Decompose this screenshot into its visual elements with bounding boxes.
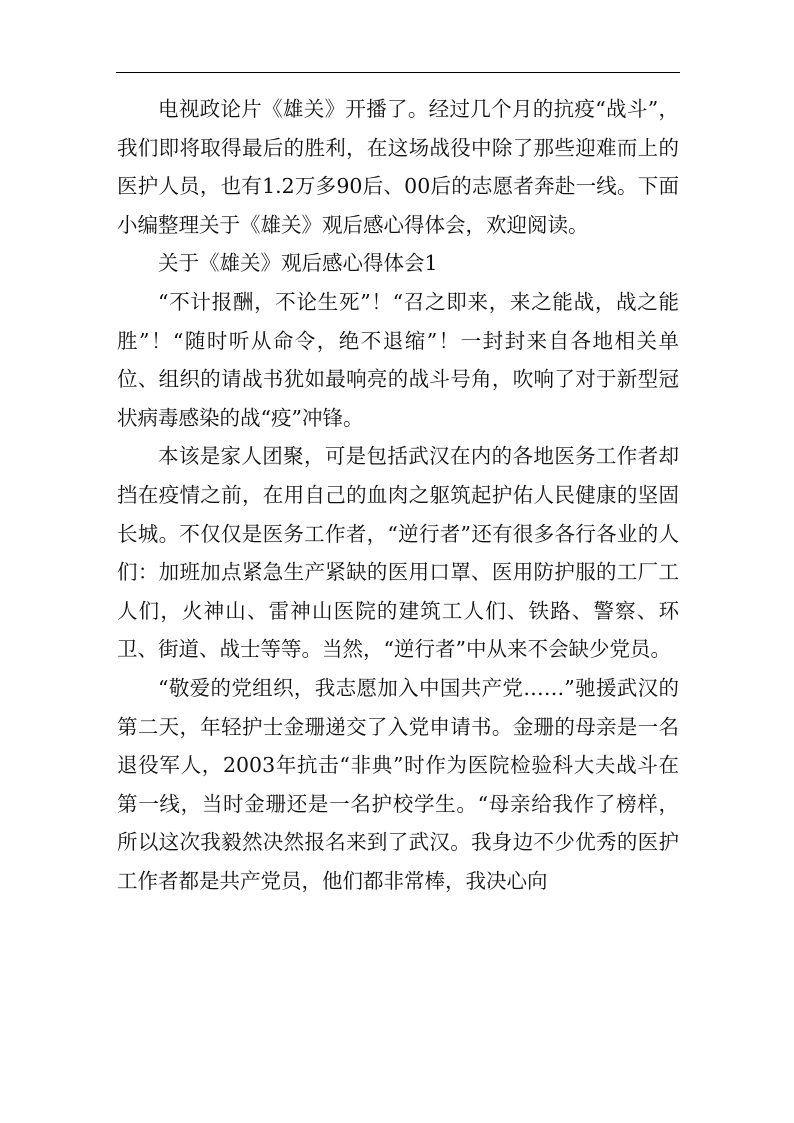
document-body bbox=[117, 90, 679, 900]
section-heading: 关于《雄关》观后感心得体会1 bbox=[158, 251, 438, 276]
body-paragraph-1: “不计报酬，不论生死”！“召之即来，来之能战，战之能胜”！“随时听从命令，绝不退缩”！一封封来自各地相关单位、组织的请战书犹如最响亮的战斗号角，吹响了对于新型冠状病毒感染的战“疫”冲锋。 bbox=[117, 289, 679, 430]
body-paragraph-3: “敬爱的党组织，我志愿加入中国共产党……”驰援武汉的第二天，年轻护士金珊递交了入党申请书。金珊的母亲是一名退役军人，2003年抗击“非典”时作为医院检验科大夫战斗在第一线，当时金珊还是一名护校学生。“母亲给我作了榜样，所以这次我毅然决然报名来到了武汉。我身边不少优秀的医护工作者都是共产党员，他们都非常棒，我决心向 bbox=[117, 675, 679, 893]
body-paragraph-2: 本该是家人团聚，可是包括武汉在内的各地医务工作者却挡在疫情之前，在用自己的血肉之躯筑起护佑人民健康的坚固长城。不仅仅是医务工作者，“逆行者”还有很多各行各业的人们：加班加点紧急生产紧缺的医用口罩、医用防护服的工厂工人们，火神山、雷神山医院的建筑工人们、铁路、警察、环卫、街道、战士等等。当然，“逆行者”中从来不会缺少党员。 bbox=[117, 444, 679, 662]
intro-paragraph: 电视政论片《雄关》开播了。经过几个月的抗疫“战斗”，我们即将取得最后的胜利，在这场战役中除了那些迎难而上的医护人员，也有1.2万多90后、00后的志愿者奔赴一线。下面小编整理关于《雄关》观后感心得体会，欢迎阅读。 bbox=[117, 97, 679, 237]
header-rule bbox=[116, 72, 680, 73]
